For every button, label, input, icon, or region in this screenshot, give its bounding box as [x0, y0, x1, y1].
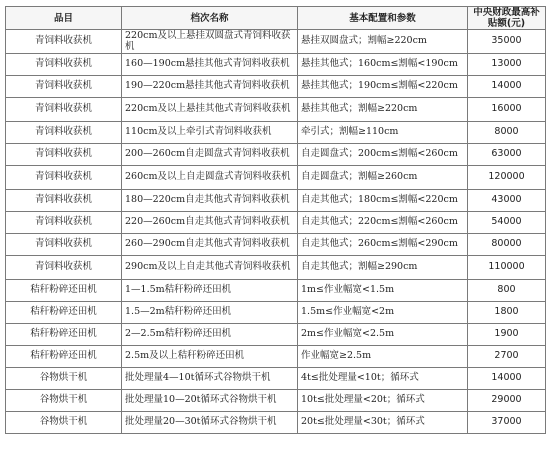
cell-product: 青饲料收获机 [6, 256, 122, 280]
cell-config: 自走其他式；220cm≤割幅<260cm [298, 212, 468, 234]
cell-grade-name: 180—220cm自走其他式青饲料收获机 [122, 190, 298, 212]
cell-product: 秸秆粉碎还田机 [6, 324, 122, 346]
cell-config: 悬挂双圆盘式；割幅≥220cm [298, 30, 468, 54]
cell-grade-name: 2—2.5m秸秆粉碎还田机 [122, 324, 298, 346]
table-header-row [6, 7, 546, 30]
cell-product: 青饲料收获机 [6, 144, 122, 166]
cell-amount: 1900 [468, 324, 546, 346]
cell-amount: 54000 [468, 212, 546, 234]
table-row [6, 302, 546, 324]
table-row [6, 280, 546, 302]
header-grade-name: 档次名称 [122, 7, 298, 30]
table-row [6, 368, 546, 390]
cell-amount: 63000 [468, 144, 546, 166]
table-row [6, 54, 546, 76]
cell-product: 青饲料收获机 [6, 54, 122, 76]
cell-product: 青饲料收获机 [6, 122, 122, 144]
table-row [6, 166, 546, 190]
cell-grade-name: 1.5—2m秸秆粉碎还田机 [122, 302, 298, 324]
cell-amount: 800 [468, 280, 546, 302]
cell-product: 谷物烘干机 [6, 390, 122, 412]
cell-config: 牵引式；割幅≥110cm [298, 122, 468, 144]
cell-amount: 37000 [468, 412, 546, 434]
table-row [6, 144, 546, 166]
cell-grade-name: 批处理量20—30t循环式谷物烘干机 [122, 412, 298, 434]
cell-config: 10t≤批处理量<20t；循环式 [298, 390, 468, 412]
cell-product: 青饲料收获机 [6, 76, 122, 98]
header-product: 品目 [6, 7, 122, 30]
header-max-subsidy: 中央财政最高补贴额(元) [468, 7, 546, 30]
cell-grade-name: 220cm及以上悬挂其他式青饲料收获机 [122, 98, 298, 122]
cell-amount: 35000 [468, 30, 546, 54]
cell-config: 作业幅宽≥2.5m [298, 346, 468, 368]
cell-grade-name: 190—220cm悬挂其他式青饲料收获机 [122, 76, 298, 98]
cell-amount: 14000 [468, 368, 546, 390]
cell-grade-name: 160—190cm悬挂其他式青饲料收获机 [122, 54, 298, 76]
cell-product: 谷物烘干机 [6, 368, 122, 390]
cell-grade-name: 220cm及以上悬挂双圆盘式青饲料收获机 [122, 30, 298, 54]
cell-amount: 120000 [468, 166, 546, 190]
cell-grade-name: 110cm及以上牵引式青饲料收获机 [122, 122, 298, 144]
cell-amount: 1800 [468, 302, 546, 324]
subsidy-table [5, 6, 546, 434]
cell-grade-name: 2.5m及以上秸秆粉碎还田机 [122, 346, 298, 368]
table-row [6, 122, 546, 144]
cell-grade-name: 批处理量4—10t循环式谷物烘干机 [122, 368, 298, 390]
table-row [6, 212, 546, 234]
table-row [6, 30, 546, 54]
cell-config: 悬挂其他式；割幅≥220cm [298, 98, 468, 122]
cell-amount: 16000 [468, 98, 546, 122]
cell-config: 自走其他式；割幅≥290cm [298, 256, 468, 280]
cell-config: 1.5m≤作业幅宽<2m [298, 302, 468, 324]
cell-grade-name: 220—260cm自走其他式青饲料收获机 [122, 212, 298, 234]
cell-config: 自走其他式；180cm≤割幅<220cm [298, 190, 468, 212]
cell-product: 青饲料收获机 [6, 212, 122, 234]
cell-grade-name: 批处理量10—20t循环式谷物烘干机 [122, 390, 298, 412]
cell-product: 谷物烘干机 [6, 412, 122, 434]
cell-product: 秸秆粉碎还田机 [6, 302, 122, 324]
table-row [6, 76, 546, 98]
table-row [6, 256, 546, 280]
table-row [6, 324, 546, 346]
cell-grade-name: 260—290cm自走其他式青饲料收获机 [122, 234, 298, 256]
cell-amount: 2700 [468, 346, 546, 368]
cell-product: 秸秆粉碎还田机 [6, 346, 122, 368]
cell-config: 2m≤作业幅宽<2.5m [298, 324, 468, 346]
table-row [6, 190, 546, 212]
cell-amount: 43000 [468, 190, 546, 212]
cell-config: 悬挂其他式；160cm≤割幅<190cm [298, 54, 468, 76]
cell-amount: 29000 [468, 390, 546, 412]
cell-product: 青饲料收获机 [6, 166, 122, 190]
cell-product: 青饲料收获机 [6, 98, 122, 122]
table-row [6, 346, 546, 368]
cell-grade-name: 290cm及以上自走其他式青饲料收获机 [122, 256, 298, 280]
cell-config: 悬挂其他式；190cm≤割幅<220cm [298, 76, 468, 98]
table-row [6, 234, 546, 256]
cell-amount: 110000 [468, 256, 546, 280]
table-row [6, 98, 546, 122]
cell-grade-name: 200—260cm自走圆盘式青饲料收获机 [122, 144, 298, 166]
cell-config: 4t≤批处理量<10t；循环式 [298, 368, 468, 390]
table-row [6, 390, 546, 412]
cell-config: 自走圆盘式；200cm≤割幅<260cm [298, 144, 468, 166]
cell-config: 20t≤批处理量<30t；循环式 [298, 412, 468, 434]
cell-amount: 14000 [468, 76, 546, 98]
cell-product: 秸秆粉碎还田机 [6, 280, 122, 302]
cell-config: 1m≤作业幅宽<1.5m [298, 280, 468, 302]
header-config: 基本配置和参数 [298, 7, 468, 30]
cell-product: 青饲料收获机 [6, 190, 122, 212]
cell-config: 自走其他式；260cm≤割幅<290cm [298, 234, 468, 256]
cell-grade-name: 260cm及以上自走圆盘式青饲料收获机 [122, 166, 298, 190]
cell-amount: 13000 [468, 54, 546, 76]
table-row [6, 412, 546, 434]
cell-amount: 8000 [468, 122, 546, 144]
cell-grade-name: 1—1.5m秸秆粉碎还田机 [122, 280, 298, 302]
cell-amount: 80000 [468, 234, 546, 256]
cell-product: 青饲料收获机 [6, 234, 122, 256]
cell-product: 青饲料收获机 [6, 30, 122, 54]
cell-config: 自走圆盘式；割幅≥260cm [298, 166, 468, 190]
